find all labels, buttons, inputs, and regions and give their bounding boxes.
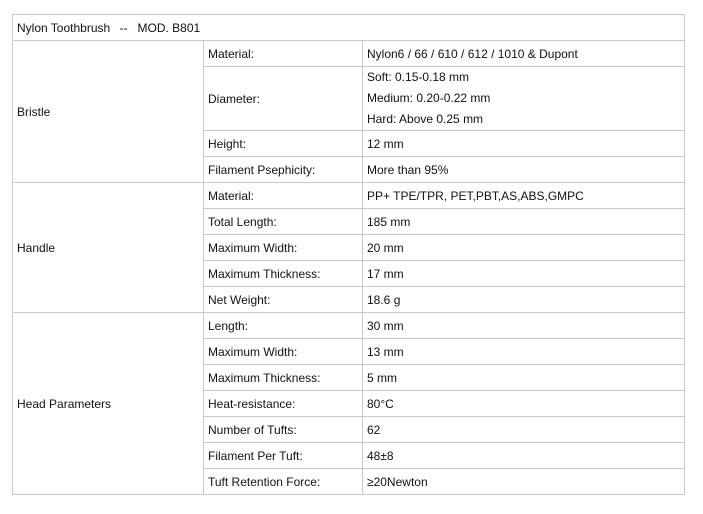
spec-value: ≥20Newton [363, 469, 685, 495]
spec-value: 13 mm [363, 339, 685, 365]
spec-label: Material: [204, 41, 363, 67]
spec-value: 12 mm [363, 131, 685, 157]
spec-label: Maximum Width: [204, 339, 363, 365]
spec-value: 48±8 [363, 443, 685, 469]
spec-label: Number of Tufts: [204, 417, 363, 443]
table-row [13, 41, 685, 67]
diameter-medium: Medium: 0.20-0.22 mm [367, 91, 491, 105]
title-row [13, 15, 685, 41]
diameter-hard: Hard: Above 0.25 mm [367, 112, 484, 126]
spec-label: Material: [204, 183, 363, 209]
spec-value: More than 95% [363, 157, 685, 183]
spec-value: PP+ TPE/TPR, PET,PBT,AS,ABS,GMPC [363, 183, 685, 209]
spec-value: 30 mm [363, 313, 685, 339]
spec-value: 80°C [363, 391, 685, 417]
section-label-bristle: Bristle [13, 41, 204, 183]
table-row [13, 313, 685, 339]
spec-label: Length: [204, 313, 363, 339]
spec-value: 62 [363, 417, 685, 443]
spec-value-multi [363, 67, 685, 131]
section-label-head-parameters: Head Parameters [13, 313, 204, 495]
model-number: MOD. B801 [137, 20, 201, 35]
spec-label: Filament Psephicity: [204, 157, 363, 183]
table-row [13, 183, 685, 209]
spec-value: 185 mm [363, 209, 685, 235]
title-separator: -- [119, 20, 128, 35]
spec-label: Maximum Thickness: [204, 261, 363, 287]
diameter-soft: Soft: 0.15-0.18 mm [367, 70, 470, 84]
spec-label: Maximum Thickness: [204, 365, 363, 391]
spec-label: Filament Per Tuft: [204, 443, 363, 469]
spec-value: 17 mm [363, 261, 685, 287]
spec-label: Tuft Retention Force: [204, 469, 363, 495]
product-name: Nylon Toothbrush [17, 20, 111, 35]
spec-label: Maximum Width: [204, 235, 363, 261]
spec-label: Diameter: [204, 67, 363, 131]
spec-label: Heat-resistance: [204, 391, 363, 417]
spec-label: Net Weight: [204, 287, 363, 313]
spec-value: 18.6 g [363, 287, 685, 313]
spec-label: Height: [204, 131, 363, 157]
spec-value: Nylon6 / 66 / 610 / 612 / 1010 & Dupont [363, 41, 685, 67]
spec-table [12, 14, 685, 495]
spec-label: Total Length: [204, 209, 363, 235]
table-title [13, 15, 685, 41]
spec-value: 20 mm [363, 235, 685, 261]
spec-value: 5 mm [363, 365, 685, 391]
section-label-handle: Handle [13, 183, 204, 313]
